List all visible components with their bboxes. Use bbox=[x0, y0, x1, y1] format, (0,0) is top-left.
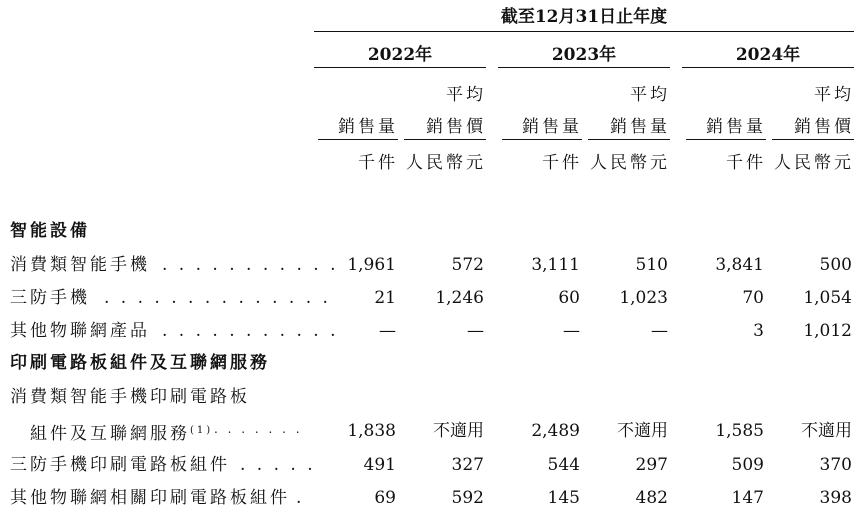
row-label: 消費類智能手機印刷電路板 bbox=[10, 387, 250, 407]
cell-value: — bbox=[467, 321, 484, 341]
cell-value: 69 bbox=[374, 488, 396, 508]
row-dots: . bbox=[296, 488, 305, 508]
cell-value: 60 bbox=[558, 288, 580, 308]
row-label: 其他物聯網相關印刷電路板組件 bbox=[10, 488, 290, 508]
section-title: 智能設備 bbox=[10, 221, 90, 241]
row-label: 其他物聯網產品 bbox=[10, 321, 150, 341]
row-dots: . . . . . . . . . . . bbox=[162, 255, 339, 275]
year-2023-header: 2023年 bbox=[551, 45, 617, 65]
cell-value: 不適用 bbox=[433, 421, 484, 441]
cell-value: 147 bbox=[731, 488, 764, 508]
period-rule bbox=[314, 31, 854, 32]
col-2-header-line1: 平均 bbox=[446, 85, 486, 105]
row-label: 消費類智能手機 bbox=[10, 255, 150, 275]
col-5-header-line2: 銷售量 bbox=[706, 117, 766, 137]
year-2024-header: 2024年 bbox=[735, 45, 801, 65]
col-4-rule bbox=[588, 139, 670, 140]
cell-value: 145 bbox=[547, 488, 580, 508]
col-3-header-line2: 銷售量 bbox=[522, 117, 582, 137]
col-1-rule bbox=[318, 139, 398, 140]
footnote-marker: (1) bbox=[190, 425, 214, 436]
cell-value: 572 bbox=[451, 255, 484, 275]
col-3-unit: 千件 bbox=[542, 153, 582, 173]
cell-value: 592 bbox=[451, 488, 484, 508]
cell-value: 482 bbox=[635, 488, 668, 508]
cell-value: 1,054 bbox=[803, 288, 852, 308]
col-4-header-line2: 銷售量 bbox=[610, 117, 670, 137]
cell-value: 不適用 bbox=[801, 421, 852, 441]
col-2-unit: 人民幣元 bbox=[406, 153, 486, 173]
row-label: 三防手機 bbox=[10, 288, 90, 308]
cell-value: 3 bbox=[753, 321, 764, 341]
col-6-header-line1: 平均 bbox=[814, 85, 854, 105]
cell-value: 3,841 bbox=[715, 255, 764, 275]
row-label: 三防手機印刷電路板組件 bbox=[10, 455, 230, 475]
col-6-header-line2: 銷售價 bbox=[794, 117, 854, 137]
row-label-continued bbox=[30, 421, 213, 444]
section-title: 印刷電路板組件及互聯網服務 bbox=[10, 353, 270, 373]
year-2023-rule bbox=[498, 67, 670, 68]
cell-value: 370 bbox=[819, 455, 852, 475]
year-2022-header: 2022年 bbox=[367, 45, 433, 65]
cell-value: 398 bbox=[819, 488, 852, 508]
col-5-rule bbox=[686, 139, 766, 140]
cell-value: 1,838 bbox=[347, 421, 396, 441]
cell-value: — bbox=[651, 321, 668, 341]
col-2-rule bbox=[404, 139, 486, 140]
col-3-rule bbox=[502, 139, 582, 140]
row-label-line2: 組件及互聯網服務 bbox=[30, 424, 190, 444]
cell-value: 327 bbox=[451, 455, 484, 475]
row-dots: . . . . . . . . . . . . . . bbox=[104, 288, 331, 308]
cell-value: 2,489 bbox=[531, 421, 580, 441]
cell-value: 1,023 bbox=[619, 288, 668, 308]
row-dots: . . . . . . . . . . . bbox=[162, 321, 339, 341]
cell-value: 297 bbox=[635, 455, 668, 475]
cell-value: — bbox=[563, 321, 580, 341]
cell-value: 509 bbox=[731, 455, 764, 475]
cell-value: 3,111 bbox=[531, 255, 580, 275]
col-6-unit: 人民幣元 bbox=[774, 153, 854, 173]
cell-value: 544 bbox=[547, 455, 580, 475]
cell-value: 1,246 bbox=[435, 288, 484, 308]
cell-value: 510 bbox=[635, 255, 668, 275]
row-dots: . . . . . . . bbox=[214, 422, 303, 436]
col-2-header-line2: 銷售價 bbox=[426, 117, 486, 137]
cell-value: 70 bbox=[742, 288, 764, 308]
col-4-header-line1: 平均 bbox=[630, 85, 670, 105]
cell-value: 1,961 bbox=[347, 255, 396, 275]
cell-value: 21 bbox=[374, 288, 396, 308]
row-dots: . . . . . bbox=[240, 455, 316, 475]
col-6-rule bbox=[772, 139, 854, 140]
cell-value: 491 bbox=[363, 455, 396, 475]
cell-value: 1,585 bbox=[715, 421, 764, 441]
cell-value: 不適用 bbox=[617, 421, 668, 441]
col-4-unit: 人民幣元 bbox=[590, 153, 670, 173]
col-1-unit: 千件 bbox=[358, 153, 398, 173]
cell-value: 500 bbox=[819, 255, 852, 275]
year-2024-rule bbox=[682, 67, 854, 68]
year-2022-rule bbox=[314, 67, 486, 68]
cell-value: — bbox=[379, 321, 396, 341]
cell-value: 1,012 bbox=[803, 321, 852, 341]
period-header: 截至12月31日止年度 bbox=[500, 7, 668, 27]
col-5-unit: 千件 bbox=[726, 153, 766, 173]
col-1-header-line2: 銷售量 bbox=[338, 117, 398, 137]
